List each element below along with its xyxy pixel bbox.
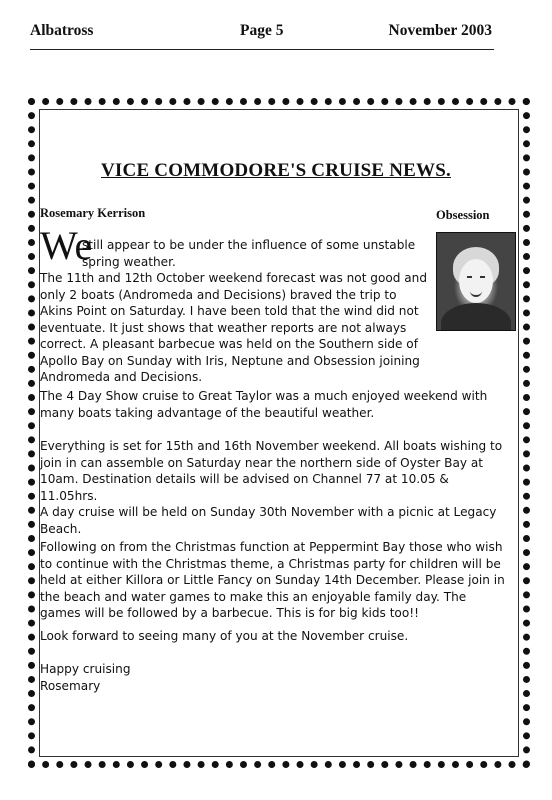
paragraph-show-cruise: The 4 Day Show cruise to Great Taylor was a much enjoyed weekend with many boats taking advantage of the beautiful weather. — [40, 389, 488, 420]
photo-shoulders — [441, 303, 511, 331]
signoff — [40, 661, 510, 694]
header-divider — [30, 49, 494, 50]
signoff-line-2: Rosemary — [40, 678, 101, 693]
paragraph-day-cruise: A day cruise will be held on Sunday 30th November with a picnic at Legacy Beach. — [40, 505, 497, 536]
signoff-line-1: Happy cruising — [40, 662, 131, 676]
photo-eye-right — [480, 276, 485, 278]
drop-cap: We — [40, 223, 93, 268]
article-title: VICE COMMODORE'S CRUISE NEWS. — [101, 160, 451, 181]
paragraph-october-weekend: The 11th and 12th October weekend forecast was not good and only 2 boats (Andromeda and Decisions) braved the trip to Akins Point on Saturday. I have been told that the wind did not eventuate. It just shows that weather reports are not always correct. A pleasant barbecue was held on the Southern side of Apollo Bay on Sunday with Iris, Neptune and Obsession joining Andromeda and Decisions. — [40, 271, 428, 384]
issue-date: November 2003 — [388, 22, 492, 39]
page-header — [30, 22, 492, 50]
paragraph-christmas-party: Following on from the Christmas function at Peppermint Bay those who wish to continue with the Christmas theme, a Christmas party for children will be held at either Killora or Little Fancy on Sunday 14th December. Please join in the beach and water games to make this an enjoyable family day. The games will be followed by a barbecue. This is for big kids too!! — [40, 540, 505, 620]
photo-caption: Obsession — [436, 208, 490, 222]
author-photo — [436, 232, 516, 331]
article-author: Rosemary Kerrison — [40, 206, 146, 220]
paragraph-closing: Look forward to seeing many of you at the November cruise. — [40, 629, 409, 643]
lead-paragraph: still appear to be under the influence of some unstable spring weather. — [82, 238, 416, 269]
paragraph-november-weekend: Everything is set for 15th and 16th November weekend. All boats wishing to join in can assemble on Saturday near the northern side of Oyster Bay at 10am. Destination details will be advised on Channel 77 at 10.05 & 11.05hrs. — [40, 439, 503, 503]
page-number: Page 5 — [240, 22, 284, 39]
newsletter-name: Albatross — [30, 22, 94, 39]
photo-eye-left — [467, 276, 472, 278]
